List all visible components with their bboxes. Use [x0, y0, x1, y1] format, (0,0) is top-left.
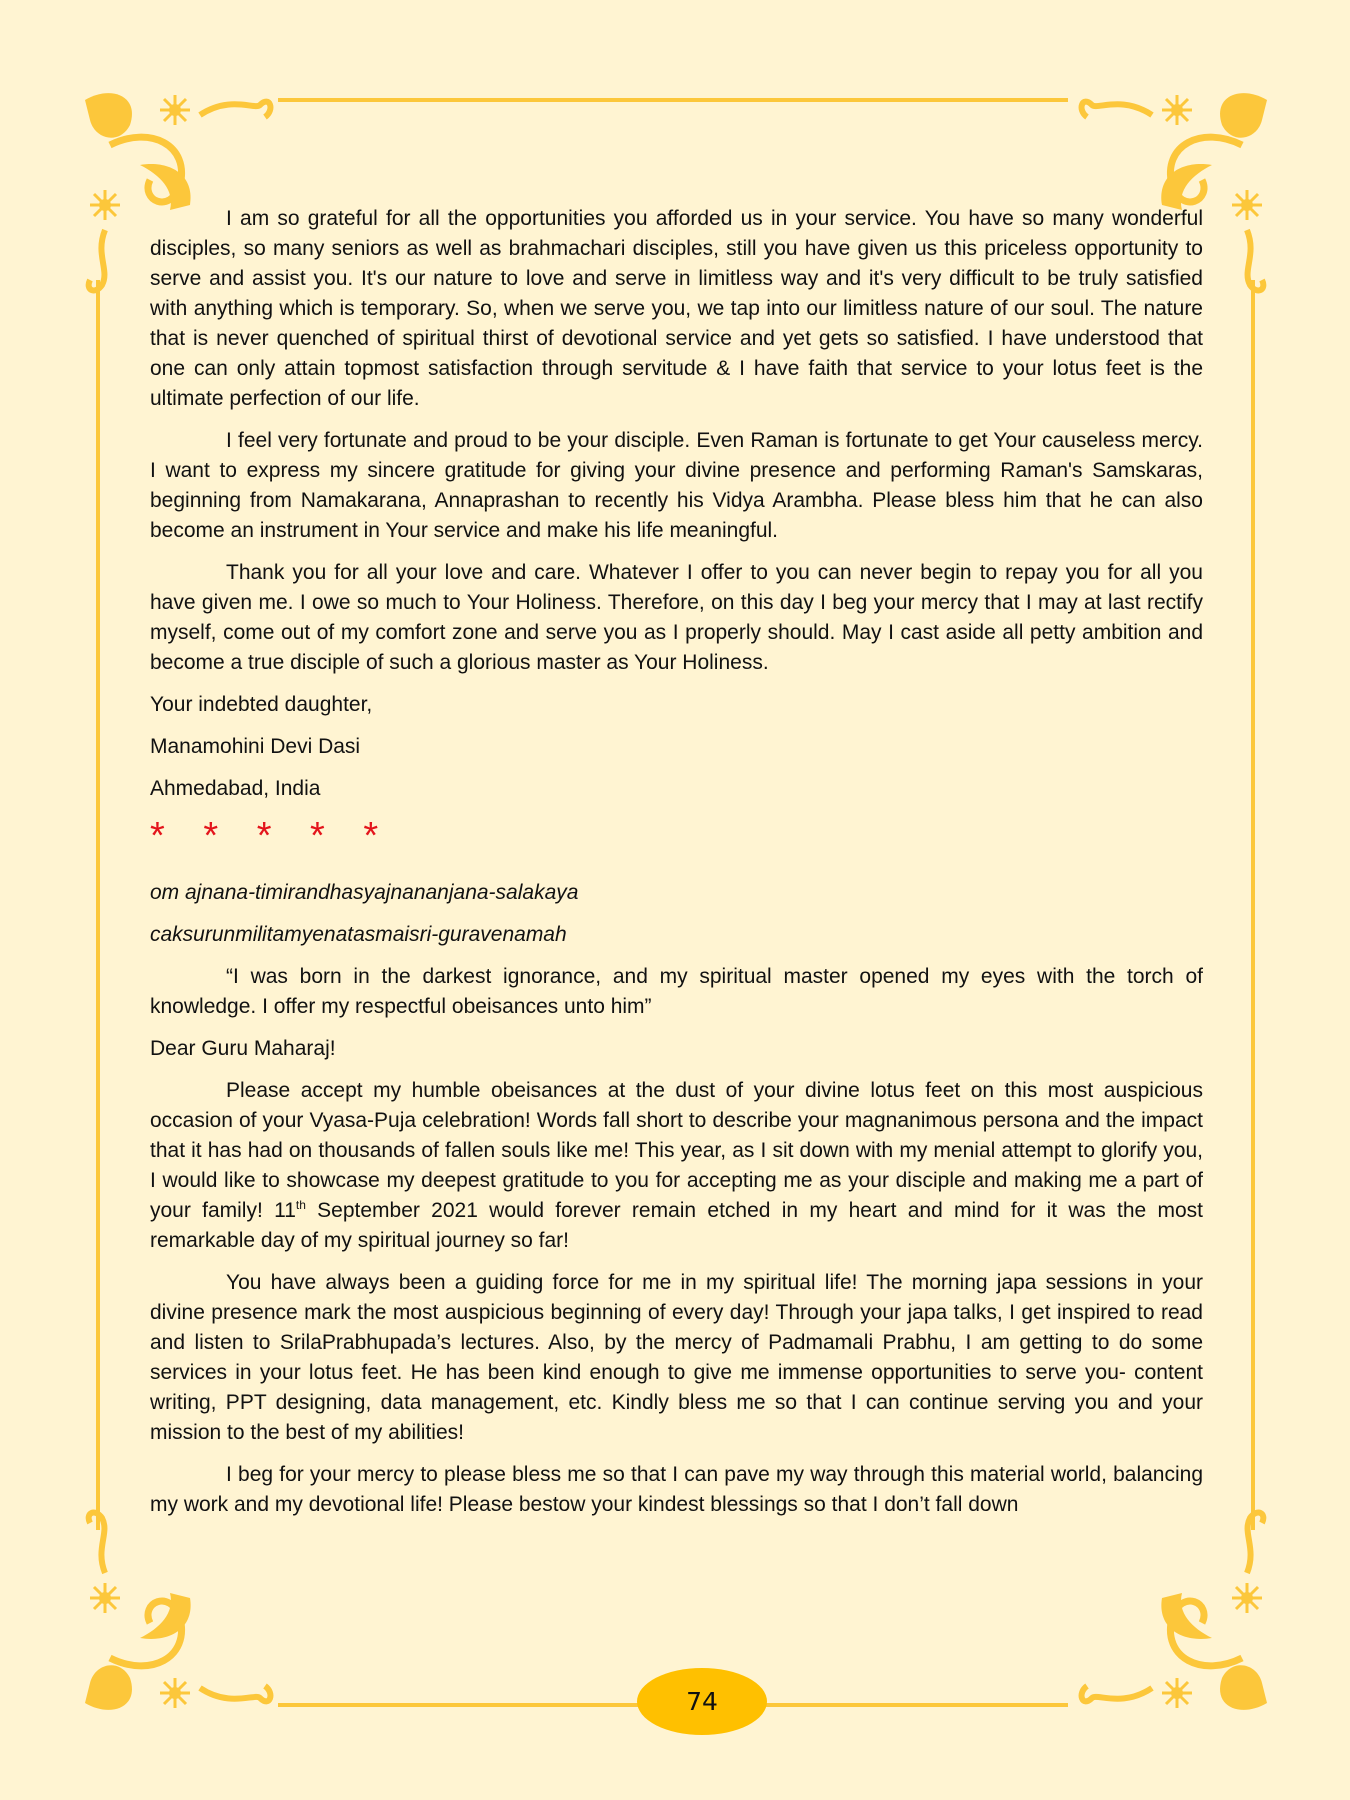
- verse-translation: “I was born in the darkest ignorance, and my spiritual master opened my eyes with the torch of knowledge. I offer my respectful obeisances unto him”: [150, 965, 1203, 1018]
- verse-line-1: om ajnana-timirandhasyajnananjana-salakaya: [150, 881, 579, 904]
- border-bottom-line-right: [765, 1703, 1068, 1707]
- letter2-paragraph: [150, 1076, 1203, 1256]
- verse-line-2: caksurunmilitamyenatasmaisri-guravenamah: [150, 923, 567, 946]
- letter2-salutation: Dear Guru Maharaj!: [150, 1037, 336, 1060]
- corner-ornament-bottom-left: [80, 1508, 290, 1718]
- paragraph-text: Please accept my humble obeisances at the dust of your divine lotus feet on this most auspicious occasion of your Vyasa-Puja celebration! Words fall short to describe your magnanimous persona and the impact that it has had on thousands of fallen souls like me! This year, as I sit down with my menial attempt to glorify you, I would like to showcase my deepest gratitude to you for accepting me as your disciple and making me a part of your family! 11: [150, 1079, 1203, 1222]
- paragraph-text: September 2021 would forever remain etched in my heart and mind for it was the most remarkable day of my spiritual journey so far!: [150, 1199, 1203, 1252]
- page-body: [150, 204, 1203, 1532]
- page-number: 74: [686, 1687, 718, 1716]
- letter1-place: Ahmedabad, India: [150, 777, 321, 800]
- border-right-line: [1251, 280, 1255, 1530]
- ordinal-suffix: th: [295, 1198, 306, 1212]
- letter1-signature-name: Manamohini Devi Dasi: [150, 735, 361, 758]
- letter2-paragraph: I beg for your mercy to please bless me so that I can pave my way through this material world, balancing my work and my devotional life! Please bestow your kindest blessings so that I don’t fall down: [150, 1463, 1203, 1516]
- letter1-closing: Your indebted daughter,: [150, 693, 373, 716]
- border-top-line: [278, 98, 1068, 102]
- letter1-paragraph: Thank you for all your love and care. Whatever I offer to you can never begin to repay you for all you have given me. I owe so much to Your Holiness. Therefore, on this day I beg your mercy that I may at last rectify myself, come out of my comfort zone and serve you as I properly should. May I cast aside all petty ambition and become a true disciple of such a glorious master as Your Holiness.: [150, 561, 1203, 674]
- corner-ornament-bottom-right: [1062, 1508, 1272, 1718]
- page-number-badge: [637, 1668, 767, 1735]
- separator-stars: * * * * *: [150, 815, 393, 857]
- border-bottom-line-left: [278, 1703, 638, 1707]
- letter1-paragraph: I am so grateful for all the opportunities you afforded us in your service. You have so many wonderful disciples, so many seniors as well as brahmachari disciples, still you have given us this priceless opportunity to serve and assist you. It's our nature to love and serve in limitless way and it's very difficult to be truly satisfied with anything which is temporary. So, when we serve you, we tap into our limitless nature of our soul. The nature that is never quenched of spiritual thirst of devotional service and yet gets so satisfied. I have understood that one can only attain topmost satisfaction through servitude & I have faith that service to your lotus feet is the ultimate perfection of our life.: [150, 207, 1203, 410]
- letter1-paragraph: I feel very fortunate and proud to be your disciple. Even Raman is fortunate to get Your causeless mercy. I want to express my sincere gratitude for giving your divine presence and performing Raman's Samskaras, beginning from Namakarana, Annaprashan to recently his Vidya Arambha. Please bless him that he can also become an instrument in Your service and make his life meaningful.: [150, 429, 1203, 542]
- border-left-line: [96, 280, 100, 1530]
- letter2-paragraph: You have always been a guiding force for me in my spiritual life! The morning japa sessions in your divine presence mark the most auspicious beginning of every day! Through your japa talks, I get inspired to read and listen to SrilaPrabhupada’s lectures. Also, by the mercy of Padmamali Prabhu, I am getting to do some services in your lotus feet. He has been kind enough to give me immense opportunities to serve you- content writing, PPT designing, data management, etc. Kindly bless me so that I can continue serving you and your mission to the best of my abilities!: [150, 1271, 1203, 1444]
